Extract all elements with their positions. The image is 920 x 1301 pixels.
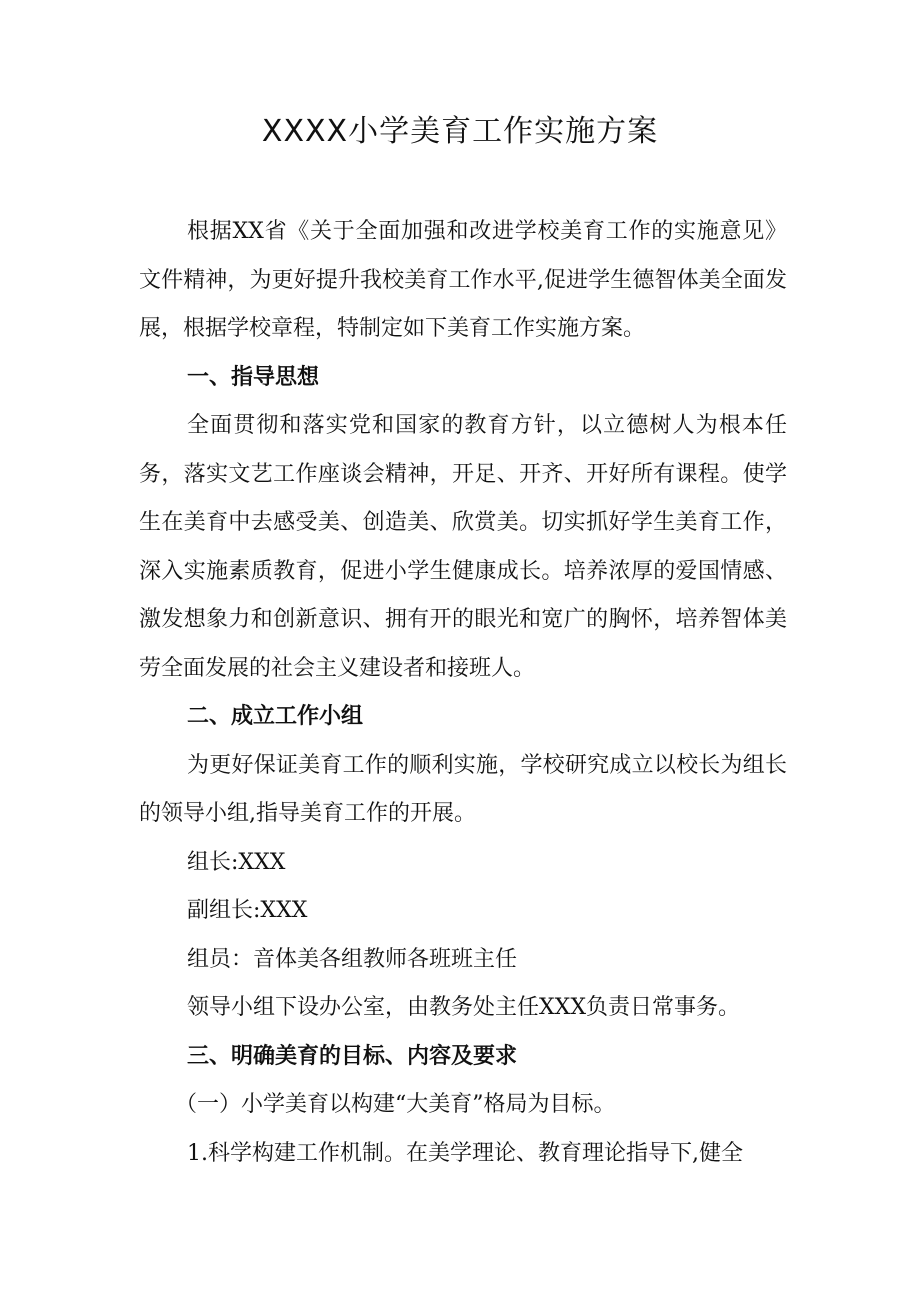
goals-subheading: （一）小学美育以构建“大美育”格局为目标。 <box>175 1092 616 1117</box>
section-heading-goals: 三、明确美育的目标、内容及要求 <box>187 1043 518 1069</box>
group-leader-line: 组长:XXX <box>187 849 286 875</box>
goals-item-1: 1.科学构建工作机制。在美学理论、教育理论指导下,健全 <box>187 1140 743 1166</box>
document-body <box>139 208 787 1178</box>
group-office-line: 领导小组下设办公室，由教务处主任XXX负责日常事务。 <box>187 995 740 1020</box>
intro-paragraph: 根据XX省《关于全面加强和改进学校美育工作的实施意见》文件精神，为更好提升我校美育工作水平,促进学生德智体美全面发展，根据学校章程，特制定如下美育工作实施方案。 <box>139 219 787 341</box>
document-title: XXXX小学美育工作实施方案 <box>261 114 659 149</box>
section-heading-guiding-ideology: 一、指导思想 <box>187 364 320 390</box>
working-group-paragraph: 为更好保证美育工作的顺利实施，学校研究成立以校长为组长的领导小组,指导美育工作的开展。 <box>139 752 787 826</box>
section-heading-working-group: 二、成立工作小组 <box>187 704 364 729</box>
guiding-ideology-paragraph: 全面贯彻和落实党和国家的教育方针，以立德树人为根本任务，落实文艺工作座谈会精神，开足、开齐、开好所有课程。使学生在美育中去感受美、创造美、欣赏美。切实抓好学生美育工作，深入实施素质教育，促进小学生健康成长。培养浓厚的爱国情感、激发想象力和创新意识、拥有开的眼光和宽广的胸怀，培养智体美劳全面发展的社会主义建设者和接班人。 <box>139 413 787 681</box>
group-members-line: 组员：音体美各组教师各班班主任 <box>187 946 518 972</box>
group-deputy-line: 副组长:XXX <box>187 898 308 923</box>
